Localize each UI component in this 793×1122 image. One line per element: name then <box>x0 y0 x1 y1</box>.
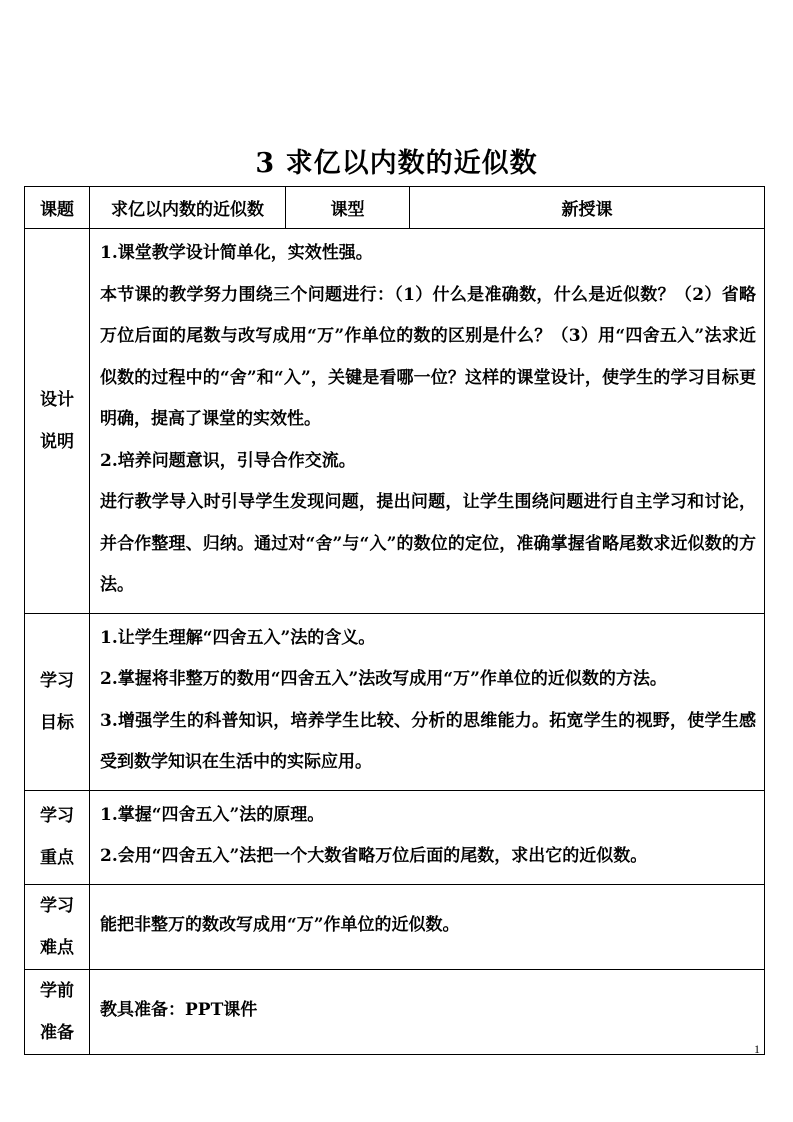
preparation-text: 教具准备：PPT课件 <box>100 999 258 1020</box>
page-title: 3 求亿以内数的近似数 <box>255 148 538 179</box>
topic-label: 课题 <box>25 187 90 229</box>
design-content <box>90 229 765 614</box>
design-paragraph: 1.课堂教学设计简单化，实效性强。 <box>100 243 373 263</box>
design-label-line2: 说明 <box>40 431 74 452</box>
design-label <box>25 229 90 614</box>
goals-label-line1: 学习 <box>40 670 74 691</box>
type-value: 新授课 <box>410 187 765 229</box>
preparation-label <box>25 969 90 1054</box>
goal-item: 3.增强学生的科普知识，培养学生比较、分析的思维能力。拓宽学生的视野，使学生感受到数学知识在生活中的实际应用。 <box>100 710 756 772</box>
type-label: 课型 <box>286 187 410 229</box>
goal-item: 1.让学生理解“四舍五入”法的含义。 <box>100 627 376 648</box>
difficulties-row <box>25 884 765 969</box>
difficulties-label-line2: 难点 <box>40 937 74 958</box>
topic-value: 求亿以内数的近似数 <box>90 187 286 229</box>
key-points-label-line1: 学习 <box>40 806 74 826</box>
difficulties-label-line1: 学习 <box>40 895 74 916</box>
goals-label <box>25 613 90 790</box>
difficulties-label <box>25 884 90 969</box>
key-points-content <box>90 790 765 884</box>
page-number: 1 <box>754 1042 760 1056</box>
preparation-label-line2: 准备 <box>40 1022 74 1043</box>
goals-row <box>25 613 765 790</box>
design-row <box>25 229 765 614</box>
goals-content <box>90 613 765 790</box>
difficulties-text: 能把非整万的数改写成用“万”作单位的近似数。 <box>100 914 460 935</box>
key-point-item: 1.掌握“四舍五入”法的原理。 <box>100 804 325 825</box>
design-paragraph: 2.培养问题意识，引导合作交流。 <box>100 450 356 471</box>
key-points-row <box>25 790 765 884</box>
design-paragraph: 本节课的教学努力围绕三个问题进行：（1）什么是准确数，什么是近似数？（2）省略万位后面的尾数与改写成用“万”作单位的数的区别是什么？（3）用“四舍五入”法求近似数的过程中的“舍”和“入”，关键是看哪一位？这样的课堂设计，使学生的学习目标更明确，提高了课堂的实效性。 <box>100 284 756 429</box>
design-label-line1: 设计 <box>40 389 74 410</box>
lesson-plan-table <box>24 186 765 1055</box>
preparation-label-line1: 学前 <box>40 980 74 1001</box>
header-row <box>25 187 765 229</box>
design-paragraph: 进行教学导入时引导学生发现问题，提出问题，让学生围绕问题进行自主学习和讨论，并合作整理、归纳。通过对“舍”与“入”的数位的定位，准确掌握省略尾数求近似数的方法。 <box>100 492 756 595</box>
difficulties-content <box>90 884 765 969</box>
preparation-content <box>90 969 765 1054</box>
goals-label-line2: 目标 <box>40 712 74 733</box>
key-points-label-line2: 重点 <box>40 848 74 868</box>
key-points-label <box>25 790 90 884</box>
key-point-item: 2.会用“四舍五入”法把一个大数省略万位后面的尾数，求出它的近似数。 <box>100 846 648 866</box>
goal-item: 2.掌握将非整万的数用“四舍五入”法改写成用“万”作单位的近似数的方法。 <box>100 669 667 689</box>
preparation-row <box>25 969 765 1054</box>
